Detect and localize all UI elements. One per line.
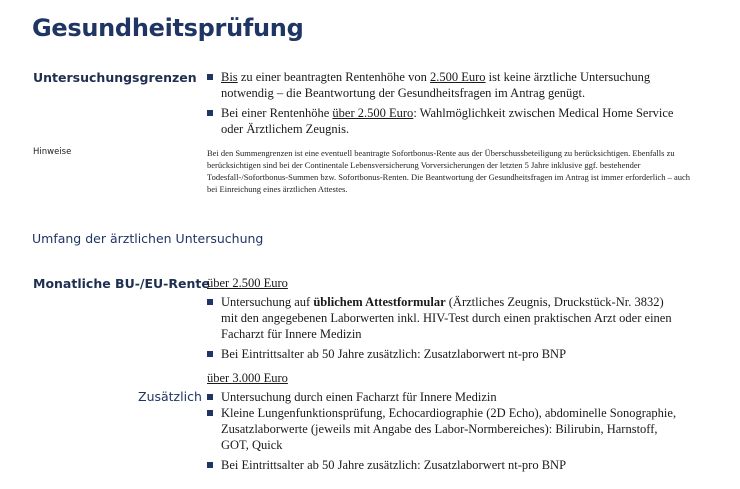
bu-sub-1: über 2.500 Euro [207, 276, 288, 290]
bu-item-1 [207, 294, 677, 342]
limits-b1-p1: Bis [221, 70, 238, 84]
page-title: Gesundheitsprüfung [32, 14, 304, 42]
bu-item-5: Bei Eintrittsalter ab 50 Jahre zusätzlich: Zusatzlaborwert nt-pro BNP [207, 457, 677, 473]
limits-b2-p2: über 2.500 Euro [332, 106, 414, 120]
limits-b2-p1: Bei einer Rentenhöhe [221, 106, 333, 120]
bu-label: Monatliche BU-/EU-Rente [33, 276, 210, 291]
hints-text: Bei den Summengrenzen ist eine eventuell beantragte Sofortbonus-Rente aus der Überschussbeteiligung zu berücksichtigen. Ebenfalls zu berücksichtigen sind bei der Continentale Lebensversicherung Vorversicherungen der letzten 5 Jahre inklusive ggf. bestehender Todesfall-/Sofortbonus-Summen bzw. Sofortbonus-Renten. Die Beantwortung der Gesundheitsfragen im Antrag ist immer erforderlich – auch bei Einreichung eines ärztlichen Attestes. [207, 148, 691, 194]
limits-bullet-2 [207, 105, 677, 137]
bu-item-1-p2: üblichem Attestformular [313, 295, 446, 309]
extra-label: Zusätzlich [138, 389, 202, 404]
bu-item-3: Untersuchung durch einen Facharzt für Innere Medizin [207, 389, 677, 405]
limits-b1-p4: ist keine ärztliche Untersuchung notwendig – die Beantwortung der Gesundheitsfragen im Antrag genügt. [221, 70, 651, 100]
limits-label: Untersuchungsgrenzen [33, 70, 197, 85]
bu-sub-2: über 3.000 Euro [207, 371, 288, 385]
bu-item-1-p1: Untersuchung auf [221, 295, 314, 309]
limits-b2-p3: : Wahlmöglichkeit zwischen Medical Home Service oder Ärztlichem Zeugnis. [221, 106, 674, 136]
bu-item-4: Kleine Lungenfunktionsprüfung, Echocardiographie (2D Echo), abdominelle Sonographie, Zusatzlaborwerte (jeweils mit Angabe des Labor-Normbereiches): Bilirubin, Harnstoff, GOT, Quick [207, 405, 677, 453]
limits-b1-p3: 2.500 Euro [429, 70, 486, 84]
limits-b1-p2: zu einer beantragten Rentenhöhe von [237, 70, 430, 84]
hints-label: Hinweise [33, 147, 72, 157]
bu-item-2: Bei Eintrittsalter ab 50 Jahre zusätzlich: Zusatzlaborwert nt-pro BNP [207, 346, 677, 362]
bu-item-1-p3: (Ärztliches Zeugnis, Druckstück-Nr. 3832) mit den angegebenen Laborwerten inkl. HIV-Test durch einen praktischen Arzt oder einen Facharzt für Innere Medizin [221, 295, 672, 341]
limits-bullet-1 [207, 69, 677, 101]
section-title: Umfang der ärztlichen Untersuchung [32, 231, 264, 246]
